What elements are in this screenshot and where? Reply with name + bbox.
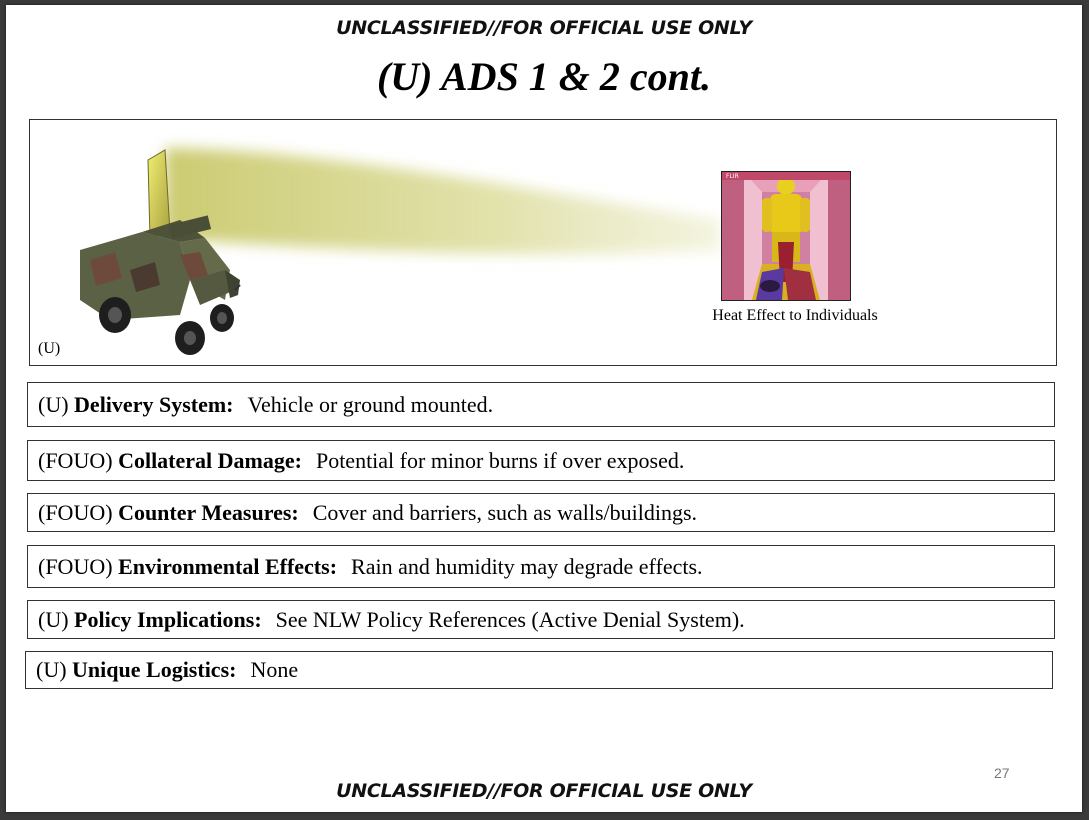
classification-banner-bottom: UNCLASSIFIED//FOR OFFICIAL USE ONLY <box>336 780 752 802</box>
row-text: Vehicle or ground mounted. <box>247 391 494 417</box>
row-label: Counter Measures: <box>118 499 299 525</box>
row-counter-measures <box>27 493 1055 532</box>
row-delivery-system <box>27 382 1055 427</box>
slide-title: (U) ADS 1 & 2 cont. <box>376 54 712 99</box>
row-policy-implications <box>27 600 1055 639</box>
row-label: Collateral Damage: <box>118 447 302 473</box>
row-text: Cover and barriers, such as walls/buildings. <box>312 499 698 525</box>
row-text: Rain and humidity may degrade effects. <box>351 553 703 579</box>
row-marking: (FOUO) <box>38 553 113 579</box>
row-marking: (FOUO) <box>38 499 113 525</box>
image-classification-mark: (U) <box>38 340 61 357</box>
row-label: Delivery System: <box>74 391 234 417</box>
thermal-caption: Heat Effect to Individuals <box>712 307 878 324</box>
row-marking: (U) <box>38 606 69 632</box>
page-number: 27 <box>994 765 1010 781</box>
row-unique-logistics <box>25 651 1053 689</box>
row-label: Environmental Effects: <box>118 553 338 579</box>
thermal-image <box>721 171 851 301</box>
row-collateral-damage <box>27 440 1055 481</box>
thermal-label-text: FLIR <box>726 173 739 180</box>
ads-vehicle-illustration <box>30 120 1056 365</box>
classification-banner-top: UNCLASSIFIED//FOR OFFICIAL USE ONLY <box>336 17 752 39</box>
row-text: Potential for minor burns if over exposed. <box>315 447 685 473</box>
beam-shape <box>165 148 720 254</box>
row-text: None <box>250 657 299 682</box>
row-marking: (U) <box>38 391 69 417</box>
slide <box>6 5 1082 812</box>
row-label: Policy Implications: <box>74 606 262 632</box>
row-environmental-effects <box>27 545 1055 588</box>
row-label: Unique Logistics: <box>72 657 237 682</box>
row-text: See NLW Policy References (Active Denial System). <box>275 606 745 632</box>
row-marking: (FOUO) <box>38 447 113 473</box>
image-panel <box>29 119 1057 366</box>
row-marking: (U) <box>36 657 67 682</box>
